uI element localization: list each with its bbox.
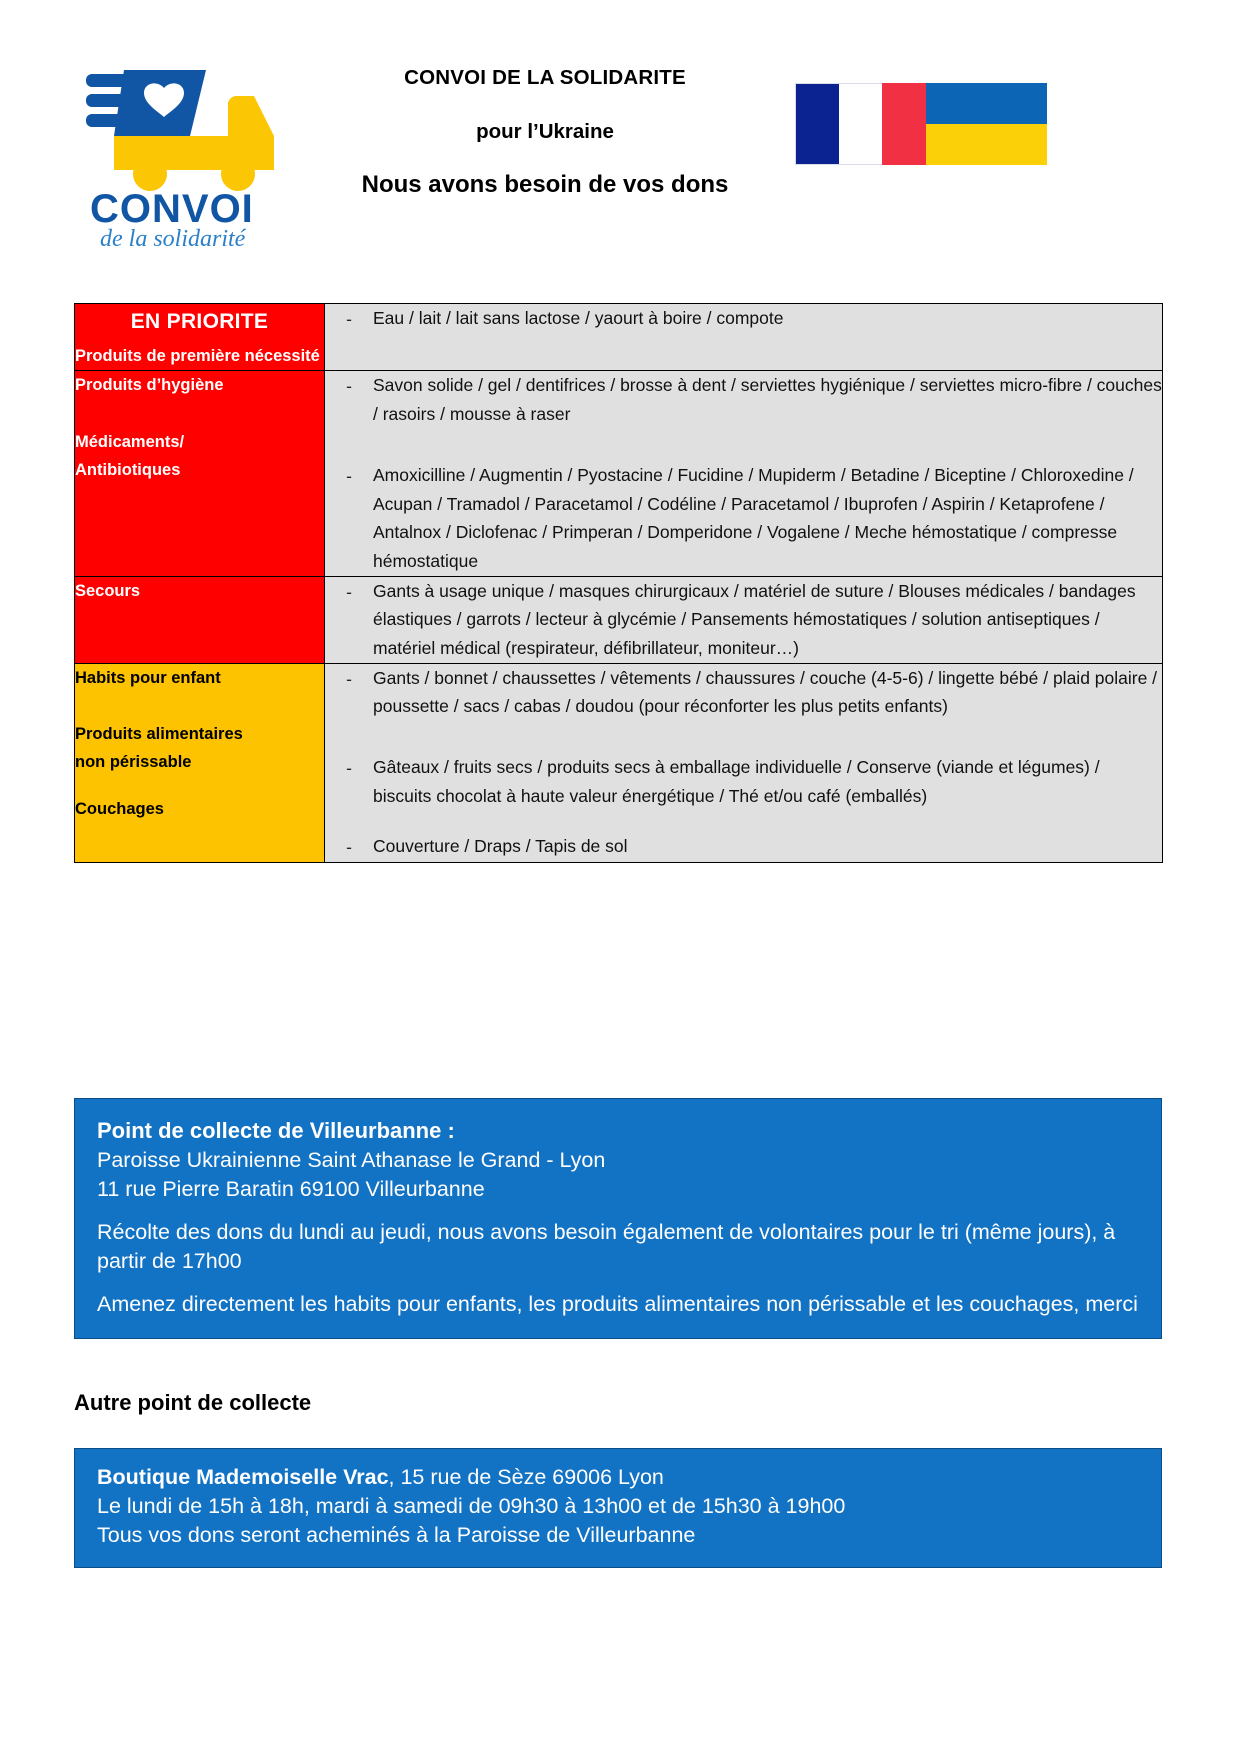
list-item — [325, 753, 1162, 810]
bullet-dash: - — [346, 758, 352, 779]
items-cell-clothes-food-bedding — [325, 663, 1163, 862]
table-row — [75, 576, 1163, 663]
list-item — [325, 577, 1162, 663]
collect-point-instructions: Amenez directement les habits pour enfants, les produits alimentaires non périssable et les couchages, merci — [97, 1291, 1138, 1316]
list-item — [325, 371, 1162, 428]
bullet-dash: - — [346, 376, 352, 397]
category-gap — [75, 692, 324, 720]
category-label-secours: Secours — [75, 581, 141, 600]
flag-ukraine-blue-band — [926, 83, 1047, 124]
donation-needs-table — [74, 303, 1163, 863]
category-cell-priority — [75, 304, 325, 371]
flag-france-blue-band — [796, 84, 839, 164]
shop-name-line — [97, 1463, 1139, 1492]
page-title: CONVOI DE LA SOLIDARITE — [404, 66, 686, 89]
item-text: Couverture / Draps / Tapis de sol — [373, 836, 628, 857]
cell-spacer — [325, 816, 1162, 832]
bullet-dash: - — [346, 668, 352, 689]
flag-france-red-band — [882, 83, 926, 165]
item-text: Gants à usage unique / masques chirurgicaux / matériel de suture / Blouses médicales / bandages élastiques / garrots / lecteur à glycémie / Pansements hémostatiques / solution antiseptiques / matériel médical (respirateur, défibrillateur, moniteur…) — [373, 580, 1136, 658]
item-text: Gâteaux / fruits secs / produits secs à emballage individuelle / Conserve (viande et légumes) / biscuits chocolat à haute valeur énergétique / Thé et/ou café (emballés) — [373, 757, 1100, 806]
category-label-medicines: Médicaments/ Antibiotiques — [75, 432, 185, 480]
bullet-dash: - — [346, 837, 352, 858]
convoi-de-la-solidarite-logo — [78, 50, 308, 250]
category-cell-hygiene-medicines — [75, 371, 325, 576]
category-cell-secours — [75, 576, 325, 663]
cell-spacer — [325, 435, 1162, 461]
collect-point-title: Point de collecte de Villeurbanne : — [97, 1118, 455, 1143]
category-sub-priority: Produits de première nécessité — [75, 347, 320, 366]
flag-ukraine-icon — [926, 83, 1047, 165]
table-row — [75, 663, 1163, 862]
shop-name: Boutique Mademoiselle Vrac — [97, 1465, 389, 1489]
collect-point-parish: Paroisse Ukrainienne Saint Athanase le Grand - Lyon — [97, 1147, 606, 1172]
table-row — [75, 371, 1163, 576]
category-heading-priority: EN PRIORITE — [130, 310, 269, 333]
item-text: Amoxicilline / Augmentin / Pyostacine / Fucidine / Mupiderm / Betadine / Biceptine / Chloroxedine / Acupan / Tramadol / Paracetamol / Codéline / Paracetamol / Ibuprofen / Aspirin / Ketaprofene / Antalnox / Diclofenac / Primperan / Domperidone / Vogalene / Meche hémostatique / compresse hémostatique — [373, 464, 1134, 571]
category-label-clothes: Habits pour enfant — [75, 668, 221, 687]
category-label-bedding: Couchages — [75, 799, 164, 818]
bullet-dash: - — [346, 465, 352, 486]
category-gap — [75, 400, 324, 428]
flags-group — [795, 83, 1047, 165]
item-text: Gants / bonnet / chaussettes / vêtements / chaussures / couche (4-5-6) / lingette bébé / plaid polaire / poussette / sacs / cabas / doudou (pour réconforter les plus petits enfants) — [373, 667, 1158, 717]
cell-spacer — [325, 727, 1162, 753]
list-item — [325, 664, 1162, 721]
table-row — [75, 304, 1163, 371]
truck-icon — [86, 70, 274, 191]
other-collect-box — [74, 1448, 1162, 1568]
category-label-food: Produits alimentaires non périssable — [75, 725, 243, 772]
poster-header — [0, 28, 1240, 250]
category-gap — [75, 777, 324, 795]
item-text: Savon solide / gel / dentifrices / brosse à dent / serviettes hygiénique / serviettes micro-fibre / couches / rasoirs / mousse à raser — [373, 375, 1162, 425]
shop-hours: Le lundi de 15h à 18h, mardi à samedi de 09h30 à 13h00 et de 15h30 à 19h00 — [97, 1494, 846, 1519]
collect-point-address: 11 rue Pierre Baratin 69100 Villeurbanne — [97, 1176, 485, 1201]
category-cell-clothes-food-bedding — [75, 663, 325, 862]
items-cell-hygiene-medicines — [325, 371, 1163, 576]
bullet-dash: - — [346, 581, 352, 602]
items-cell-secours — [325, 576, 1163, 663]
header-title-block — [330, 66, 760, 199]
cell-spacer — [325, 340, 1162, 366]
shop-address: , 15 rue de Sèze 69006 Lyon — [388, 1465, 664, 1489]
other-collect-heading: Autre point de collecte — [74, 1390, 312, 1415]
item-text: Eau / lait / lait sans lactose / yaourt à boire / compote — [373, 308, 784, 328]
flag-ukraine-yellow-band — [926, 124, 1047, 165]
flag-france-white-band — [839, 84, 882, 164]
page-subtitle: pour l’Ukraine — [476, 119, 614, 143]
logo-wordmark: CONVOI — [90, 187, 254, 231]
page-callout: Nous avons besoin de vos dons — [361, 170, 729, 198]
category-label-hygiene: Produits d’hygiène — [75, 376, 224, 395]
logo-tagline: de la solidarité — [100, 226, 246, 250]
shop-note: Tous vos dons seront acheminés à la Paroisse de Villeurbanne — [97, 1523, 696, 1548]
list-item — [325, 461, 1162, 576]
list-item — [325, 832, 1162, 862]
collect-point-box — [74, 1098, 1162, 1339]
items-cell-priority — [325, 304, 1163, 371]
collect-point-hours: Récolte des dons du lundi au jeudi, nous avons besoin également de volontaires pour le tri (même jours), à partir de 17h00 — [97, 1219, 1116, 1273]
list-item — [325, 304, 1162, 334]
bullet-dash: - — [346, 309, 352, 329]
